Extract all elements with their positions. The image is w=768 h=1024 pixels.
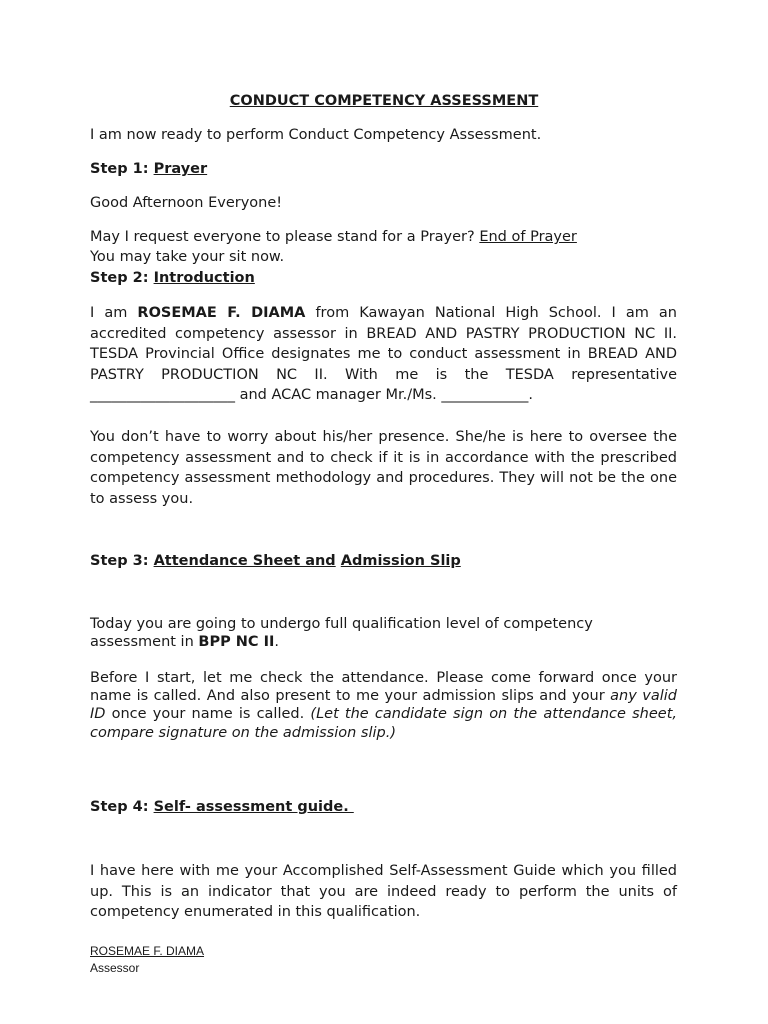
assessor-name: ROSEMAE F. DIAMA: [137, 305, 306, 321]
step1-label: Step 1:: [90, 161, 154, 177]
step3-heading: [90, 551, 677, 572]
step1-request: [90, 227, 677, 248]
footer-name: ROSEMAE F. DIAMA: [90, 944, 205, 958]
step2-paragraph-2: You don’t have to worry about his/her presence. She/he is here to oversee the competency assessment and to check if it is in accordance with the prescribed competency assessment methodology and procedures. They will not be the one to assess you.: [90, 429, 677, 507]
step2-p1-text-a: I am: [90, 305, 138, 321]
intro-paragraph: I am now ready to perform Conduct Competency Assessment.: [90, 127, 542, 143]
step3-p2-italic-2: (Let the candidate sign on the attendance sheet, compare signature on the admission slip.): [90, 706, 677, 741]
step3-paragraph-2: [90, 669, 677, 742]
footer-role: Assessor: [90, 961, 140, 975]
step1-sit: You may take your sit now.: [90, 249, 285, 265]
step3-p1-text: Today you are going to undergo full qualification level of competency assessment in: [90, 616, 593, 651]
step4-label: Step 4:: [90, 799, 154, 815]
qualification-name: BPP NC II: [198, 634, 275, 651]
step3-p1-end: .: [274, 634, 279, 651]
step3-label: Step 3:: [90, 553, 154, 569]
step1-heading: [90, 159, 677, 180]
step3-p2-text-a: Before I start, let me check the attendance. Please come forward once your name is called. And also present to me your admission slips and your: [90, 670, 677, 705]
document-title: CONDUCT COMPETENCY ASSESSMENT: [229, 93, 539, 109]
step2-p1-text-b: from Kawayan National High School. I am an accredited competency assessor in BREAD AND PASTRY PRODUCTION NC II. TESDA Provincial Office designates me to conduct assessment in BREAD AND PASTRY PRODUCTION NC II. With me is the TESDA representative ____________________ and ACAC manager Mr./Ms. ____________.: [90, 305, 677, 403]
step2-paragraph-1: [90, 303, 677, 406]
step3-title-a: Attendance Sheet and: [153, 553, 336, 569]
step1-title: Prayer: [153, 161, 208, 177]
step4-paragraph-1: I have here with me your Accomplished Self-Assessment Guide which you filled up. This is an indicator that you are indeed ready to perform the units of competency enumerated in this qualification.: [90, 863, 677, 920]
step3-p2-italic-1: any valid ID: [90, 688, 677, 723]
step4-heading: [90, 797, 677, 818]
step2-title: Introduction: [153, 270, 255, 286]
step1-request-text: May I request everyone to please stand for a Prayer?: [90, 229, 480, 245]
step1-greeting: Good Afternoon Everyone!: [90, 195, 283, 211]
step1-request-note: End of Prayer: [479, 229, 577, 245]
step3-title-b: Admission Slip: [340, 553, 461, 569]
step3-p2-text-b: once your name is called.: [105, 706, 311, 723]
step4-title: Self- assessment guide.: [153, 799, 354, 815]
step2-heading: [90, 268, 677, 289]
step3-paragraph-1: [90, 615, 677, 651]
step2-label: Step 2:: [90, 270, 154, 286]
